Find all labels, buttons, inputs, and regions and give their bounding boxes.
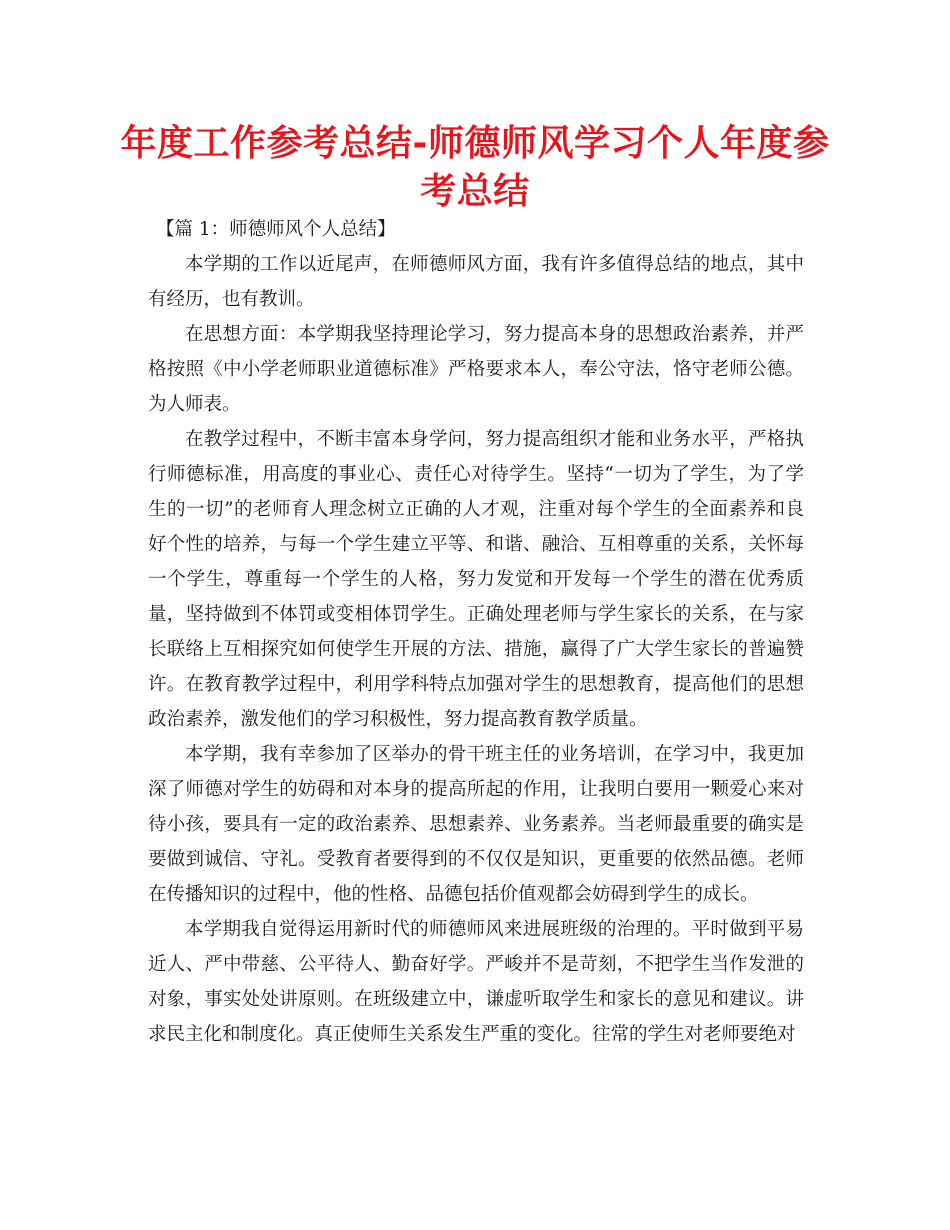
body-paragraph: 本学期，我有幸参加了区举办的骨干班主任的业务培训，在学习中，我更加深了师德对学生的妨碍和对本身的提高所起的作用，让我明白要用一颗爱心来对待小孩，要具有一定的政治素养、思想素养、业务素养。当老师最重要的确实是要做到诚信、守礼。受教育者要得到的不仅仅是知识，更重要的依然品德。老师在传播知识的过程中，他的性格、品德包括价值观都会妨碍到学生的成长。 xyxy=(148,744,804,905)
document-title: 年度工作参考总结-师德师风学习个人年度参考总结 xyxy=(120,123,830,212)
body-paragraph: 本学期我自觉得运用新时代的师德师风来进展班级的治理的。平时做到平易近人、严中带慈、公平待人、勤奋好学。严峻并不是苛刻，不把学生当作发泄的对象，事实处处讲原则。在班级建立中，谦虚听取学生和家长的意见和建议。讲求民主化和制度化。真正使师生关系发生严重的变化。往常的学生对老师要绝对 xyxy=(148,919,804,1045)
body-paragraph: 在教学过程中，不断丰富本身学问，努力提高组织才能和业务水平，严格执行师德标准，用高度的事业心、责任心对待学生。坚持“一切为了学生，为了学生的一切”的老师育人理念树立正确的人才观，注重对每个学生的全面素养和良好个性的培养，与每一个学生建立平等、和谐、融洽、互相尊重的关系，关怀每一个学生，尊重每一个学生的人格，努力发觉和开发每一个学生的潜在优秀质量，坚持做到不体罚或变相体罚学生。正确处理老师与学生家长的关系，在与家长联络上互相探究如何使学生开展的方法、措施，赢得了广大学生家长的普遍赞许。在教育教学过程中，利用学科特点加强对学生的思想教育，提高他们的思想政治素养，激发他们的学习积极性，努力提高教育教学质量。 xyxy=(148,429,804,730)
body-paragraph: 在思想方面：本学期我坚持理论学习，努力提高本身的思想政治素养，并严格按照《中小学老师职业道德标准》严格要求本人，奉公守法，恪守老师公德。为人师表。 xyxy=(148,324,804,415)
section-heading: 【篇 1：师德师风个人总结】 xyxy=(156,219,396,240)
document-body xyxy=(148,212,804,1052)
body-paragraph: 本学期的工作以近尾声，在师德师风方面，我有许多值得总结的地点，其中有经历，也有教训。 xyxy=(148,254,804,310)
